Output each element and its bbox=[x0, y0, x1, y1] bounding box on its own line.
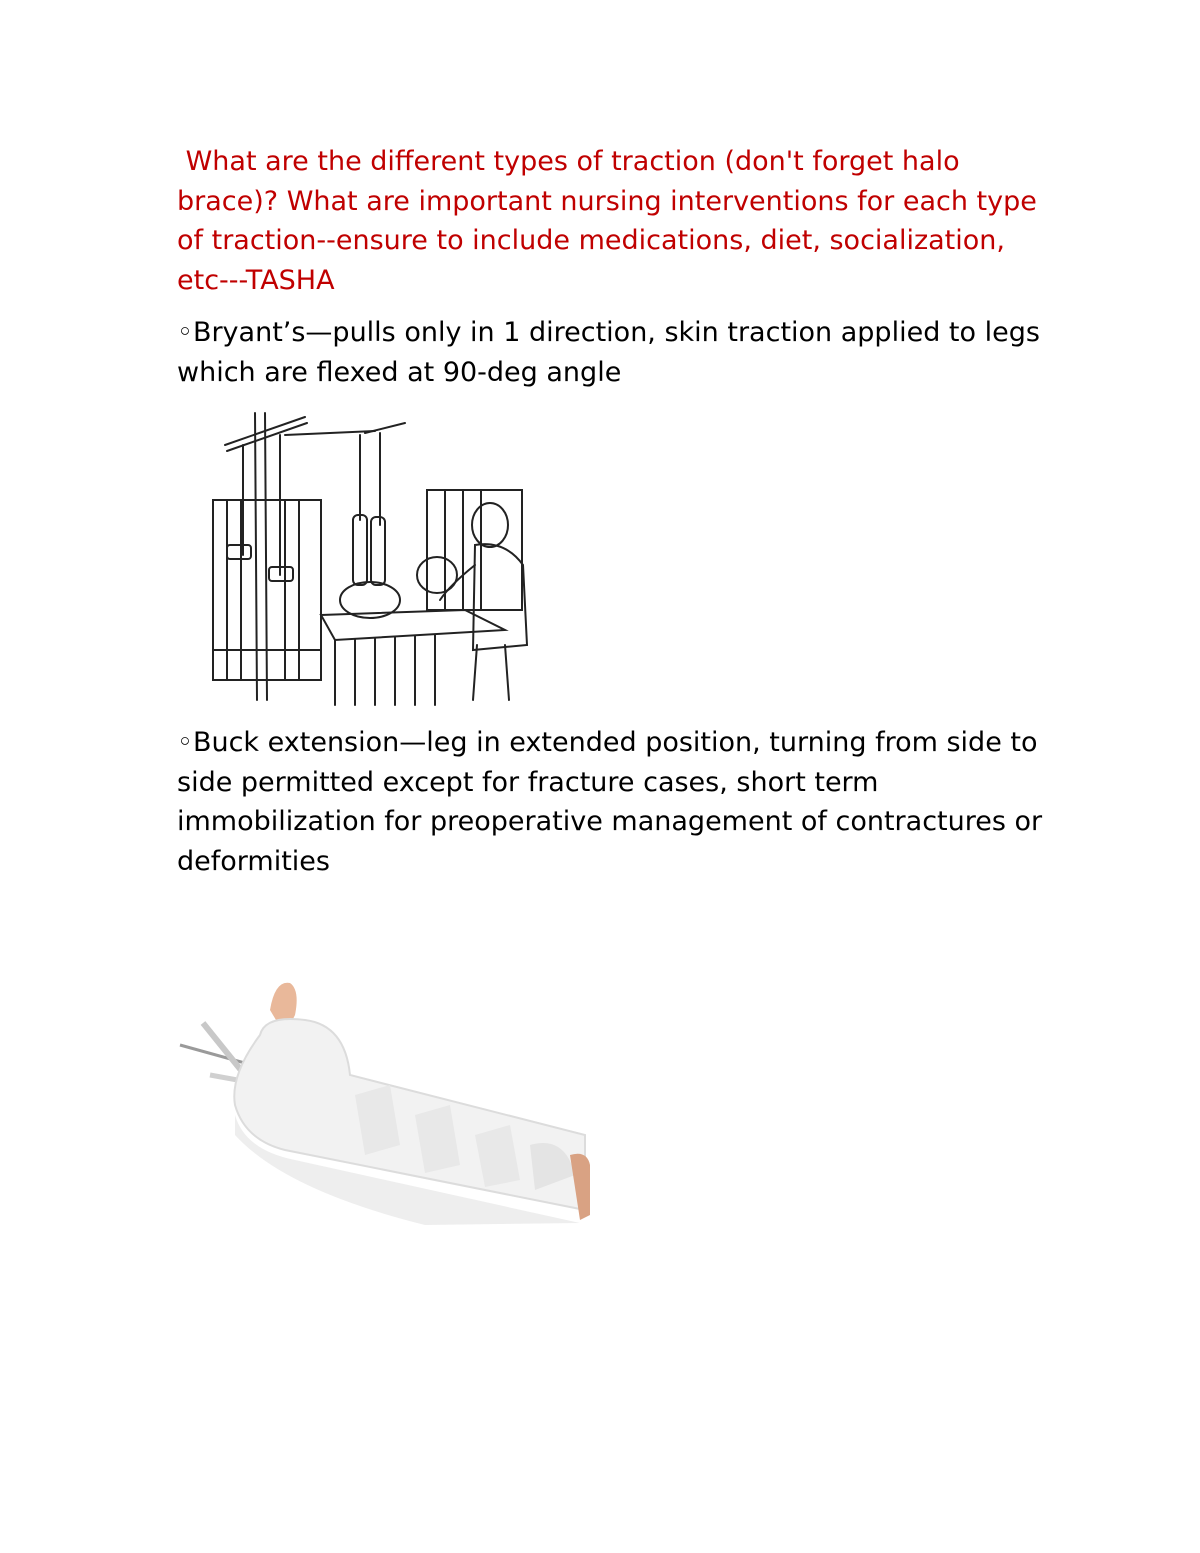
question-heading: What are the different types of traction (don't forget halo brace)? What are important nursing interventions for each type of traction--ensure to include medications, diet, socialization, etc---TASHA bbox=[177, 146, 1046, 296]
buck-extension-photo bbox=[175, 975, 590, 1230]
bryants-traction-item bbox=[177, 313, 1057, 392]
buck-extension-text: Buck extension—leg in extended position, turning from side to side permitted except for fracture cases, short term immobilization for preoperative management of contractures or deformities bbox=[177, 727, 1043, 877]
bullet: ◦ bbox=[177, 317, 193, 348]
bryants-traction-text: Bryant’s—pulls only in 1 direction, skin traction applied to legs which are flexed at 90-deg angle bbox=[177, 317, 1040, 388]
bryants-traction-illustration bbox=[205, 405, 545, 710]
bullet: ◦ bbox=[177, 727, 193, 758]
buck-extension-item bbox=[177, 723, 1057, 881]
